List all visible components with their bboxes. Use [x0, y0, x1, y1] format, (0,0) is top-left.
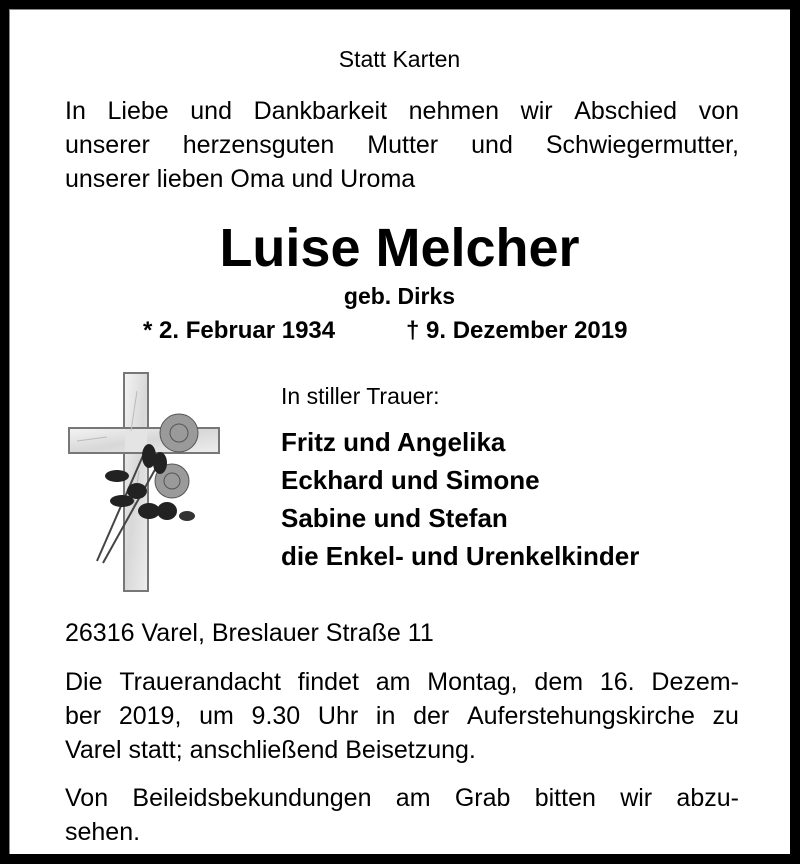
- word: Von: [65, 784, 109, 812]
- word: herzensguten: [182, 131, 335, 159]
- intro-line-3: unserer lieben Oma und Uroma: [65, 165, 416, 193]
- word: Schwiegermutter,: [545, 131, 739, 159]
- service-line-2: [65, 702, 739, 731]
- word: dem: [534, 668, 584, 696]
- word: Montag,: [427, 668, 518, 696]
- word: Abschied: [574, 97, 678, 125]
- birth-date: * 2. Februar 1934: [143, 317, 336, 344]
- word: Dezem-: [651, 668, 739, 696]
- word: wir: [620, 784, 653, 812]
- word: unserer: [65, 131, 150, 159]
- word: bitten: [534, 784, 596, 812]
- word: 2019,: [118, 702, 182, 730]
- condolence-line-1: [65, 784, 739, 813]
- service-line-3: Varel statt; anschließend Beisetzung.: [65, 736, 476, 764]
- death-date: † 9. Dezember 2019: [406, 317, 628, 344]
- word: Trauerandacht: [119, 668, 281, 696]
- word: Grab: [454, 784, 511, 812]
- intro-line-1: [65, 97, 739, 126]
- word: Auferstehungskirche: [466, 702, 695, 730]
- mourner-1: Fritz und Angelika: [281, 427, 506, 457]
- word: 9.30: [251, 702, 301, 730]
- condolence-line-2: sehen.: [65, 818, 141, 846]
- obituary-notice: [9, 9, 790, 854]
- mourning-label: In stiller Trauer:: [281, 383, 440, 409]
- deceased-name: Luise Melcher: [219, 218, 580, 278]
- word: von: [698, 97, 739, 125]
- word: findet: [297, 668, 359, 696]
- word: am: [395, 784, 431, 812]
- word: Mutter: [367, 131, 439, 159]
- word: um: [199, 702, 234, 730]
- intro-line-2: [65, 131, 739, 160]
- address: 26316 Varel, Breslauer Straße 11: [65, 619, 434, 647]
- word: wir: [520, 97, 553, 125]
- maiden-name: geb. Dirks: [343, 283, 456, 309]
- mourner-3: Sabine und Stefan: [281, 503, 508, 533]
- word: in: [375, 702, 396, 730]
- word: am: [375, 668, 411, 696]
- word: zu: [712, 702, 739, 730]
- service-line-1: [65, 668, 739, 697]
- word: 16.: [599, 668, 635, 696]
- word: Liebe: [107, 97, 169, 125]
- word: und: [190, 97, 232, 125]
- word: abzu-: [676, 784, 739, 812]
- word: nehmen: [408, 97, 500, 125]
- word: und: [471, 131, 513, 159]
- header-statt-karten: Statt Karten: [338, 46, 461, 72]
- word: Dankbarkeit: [253, 97, 388, 125]
- word: In: [65, 97, 86, 125]
- mourner-2: Eckhard und Simone: [281, 465, 540, 495]
- cross-with-roses-icon: [67, 371, 222, 601]
- word: ber: [65, 702, 102, 730]
- word: Die: [65, 668, 103, 696]
- word: der: [413, 702, 450, 730]
- word: Uhr: [317, 702, 359, 730]
- word: Beileidsbekundungen: [132, 784, 372, 812]
- mourner-4: die Enkel- und Urenkelkinder: [281, 541, 640, 571]
